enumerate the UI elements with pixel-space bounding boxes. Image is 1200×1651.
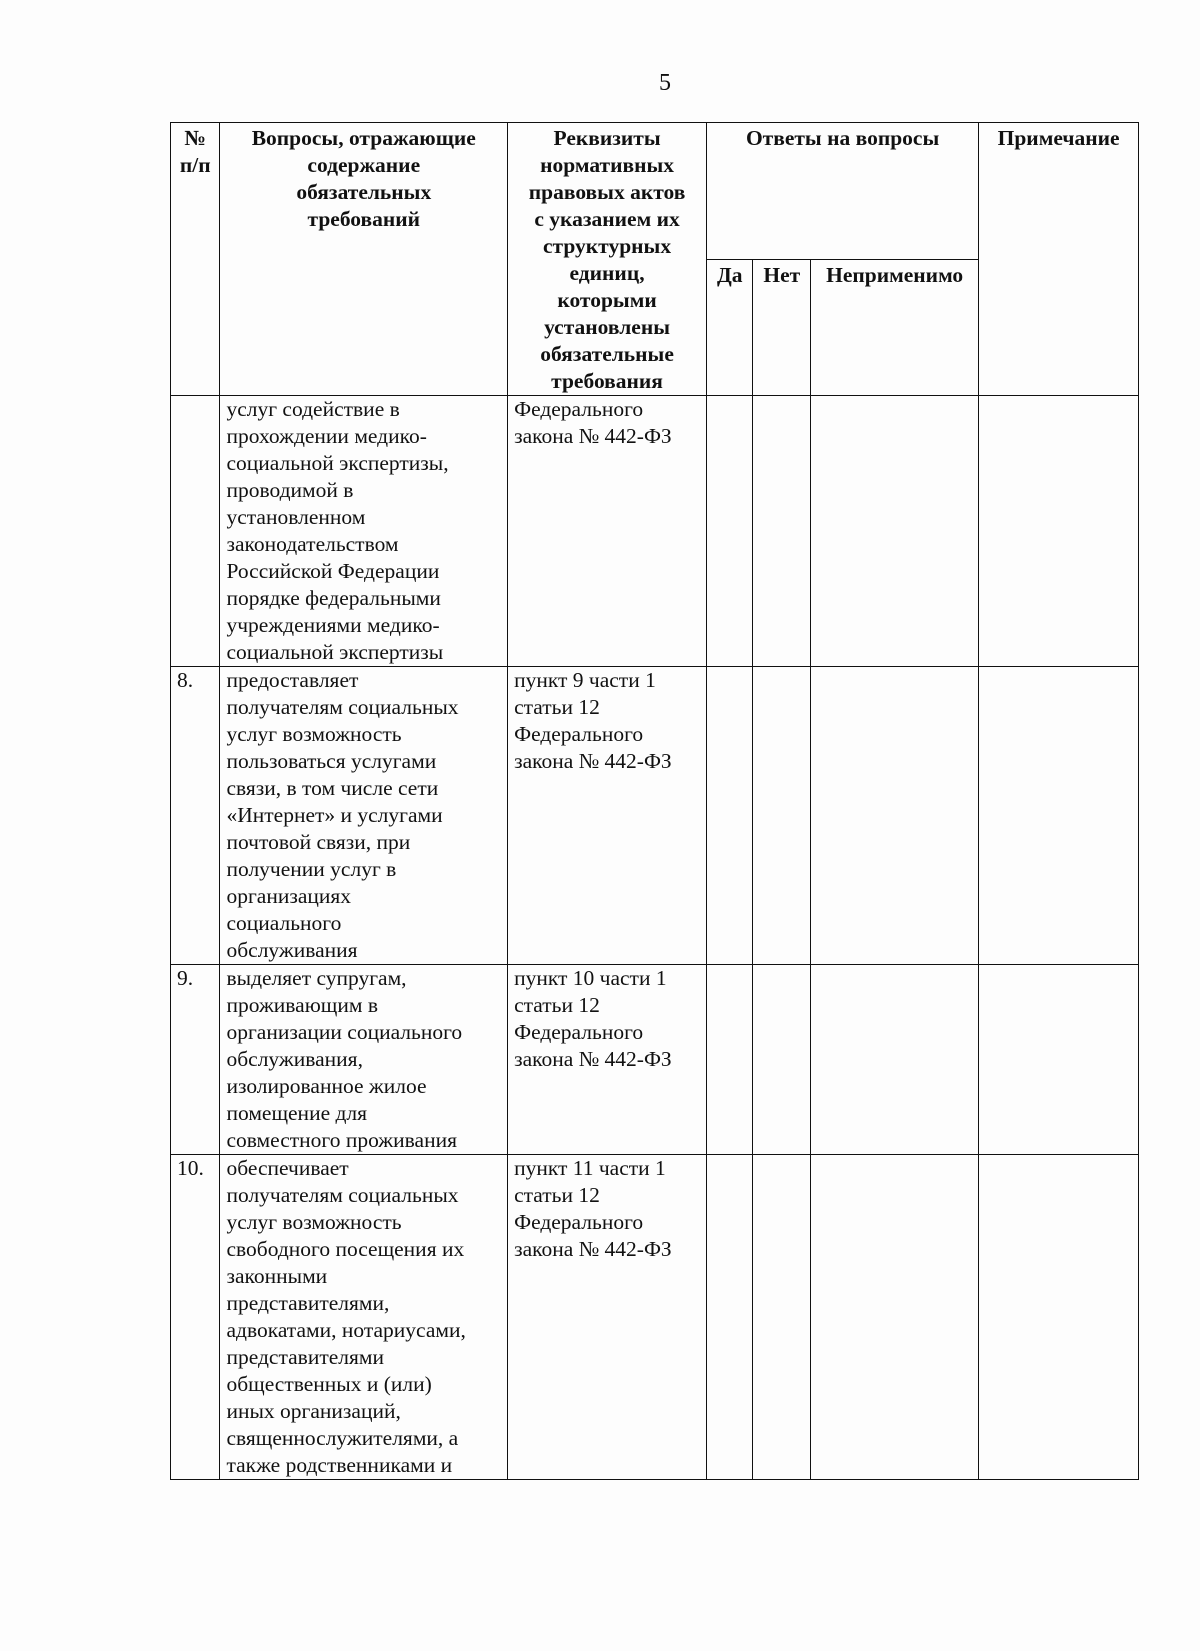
answer-yes-cell[interactable] (707, 965, 753, 1155)
answer-no-cell[interactable] (753, 965, 811, 1155)
note-cell[interactable] (979, 396, 1139, 667)
row-reference: пункт 11 части 1 статьи 12 Федерального закона № 442-ФЗ (508, 1155, 707, 1480)
answer-no-cell[interactable] (753, 667, 811, 965)
row-question: обеспечивает получателям социальных услуг возможность свободного посещения их законными представителями, адвокатами, нотариусами, представителями общественных и (или) иных организаций, священнослужителями, а также родственниками и (220, 1155, 508, 1480)
answer-not-applicable-cell[interactable] (811, 667, 979, 965)
page-number: 5 (659, 70, 671, 96)
answer-not-applicable-cell[interactable] (811, 1155, 979, 1480)
note-cell[interactable] (979, 667, 1139, 965)
header-yes: Да (707, 259, 753, 396)
header-reference: Реквизиты нормативных правовых актов с указанием их структурных единиц, которыми установлены обязательные требования (508, 123, 707, 396)
row-question: услуг содействие в прохождении медико- социальной экспертизы, проводимой в установленном законодательством Российской Федерации порядке федеральными учреждениями медико- социальной экспертизы (220, 396, 508, 667)
answer-not-applicable-cell[interactable] (811, 965, 979, 1155)
row-question: выделяет супругам, проживающим в организации социального обслуживания, изолированное жилое помещение для совместного проживания (220, 965, 508, 1155)
note-cell[interactable] (979, 1155, 1139, 1480)
answer-yes-cell[interactable] (707, 396, 753, 667)
table-row (171, 965, 1139, 1155)
row-reference: пункт 9 части 1 статьи 12 Федерального закона № 442-ФЗ (508, 667, 707, 965)
row-number: 8. (171, 667, 220, 965)
header-question: Вопросы, отражающие содержание обязательных требований (220, 123, 508, 396)
table-row (171, 1155, 1139, 1480)
row-question: предоставляет получателям социальных услуг возможность пользоваться услугами связи, в том числе сети «Интернет» и услугами почтовой связи, при получении услуг в организациях социального обслуживания (220, 667, 508, 965)
checklist-table (170, 122, 1139, 1480)
table-row (171, 667, 1139, 965)
row-reference: Федерального закона № 442-ФЗ (508, 396, 707, 667)
table-row (171, 396, 1139, 667)
answer-no-cell[interactable] (753, 1155, 811, 1480)
row-reference: пункт 10 части 1 статьи 12 Федерального закона № 442-ФЗ (508, 965, 707, 1155)
table-header-row (171, 123, 1139, 260)
header-answers: Ответы на вопросы (707, 123, 979, 260)
answer-no-cell[interactable] (753, 396, 811, 667)
row-number: 10. (171, 1155, 220, 1480)
header-no: Нет (753, 259, 811, 396)
header-not-applicable: Неприменимо (811, 259, 979, 396)
header-note: Примечание (979, 123, 1139, 396)
row-number: 9. (171, 965, 220, 1155)
answer-yes-cell[interactable] (707, 1155, 753, 1480)
row-number (171, 396, 220, 667)
note-cell[interactable] (979, 965, 1139, 1155)
answer-yes-cell[interactable] (707, 667, 753, 965)
header-num: № п/п (171, 123, 220, 396)
answer-not-applicable-cell[interactable] (811, 396, 979, 667)
